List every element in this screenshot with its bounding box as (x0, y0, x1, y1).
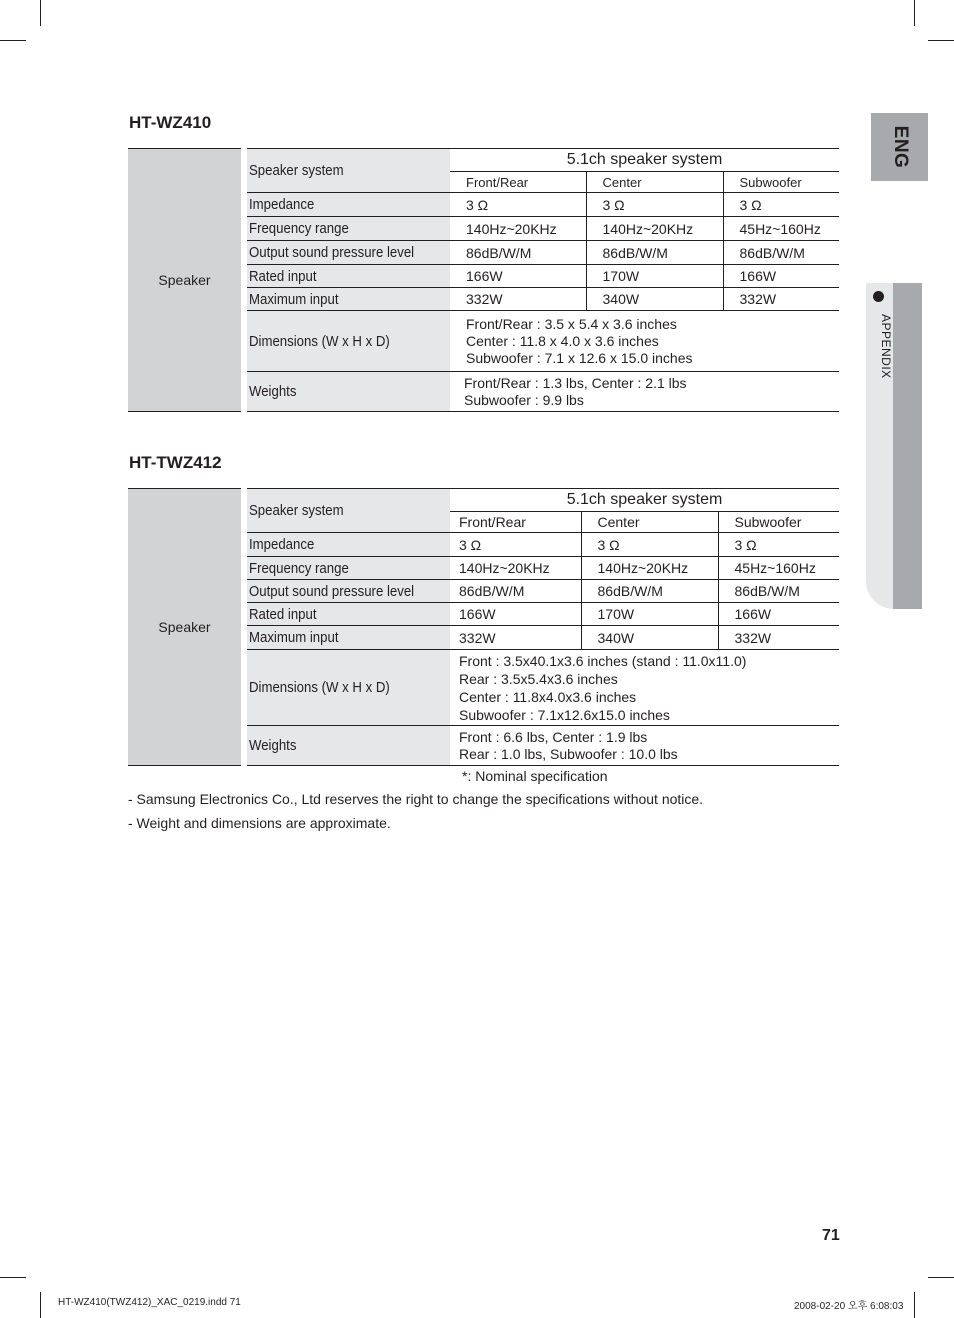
column-header: Subwoofer (723, 172, 839, 193)
page-number: 71 (822, 1227, 840, 1244)
crop-mark (914, 0, 915, 26)
spec-value: 86dB/W/M (450, 580, 581, 603)
dimensions-line: Front/Rear : 3.5 x 5.4 x 3.6 inches (466, 315, 677, 332)
weights-value (450, 726, 839, 766)
footer-filename: HT-WZ410(TWZ412)_XAC_0219.indd 71 (58, 1297, 241, 1308)
section-tab-label: APPENDIX (879, 314, 893, 379)
spec-label: Speaker system (244, 149, 450, 193)
spec-value: 3 Ω (450, 533, 581, 557)
dimensions-value (450, 650, 839, 726)
spec-value: 3 Ω (450, 193, 586, 217)
crop-mark (928, 1277, 954, 1278)
spec-value: 86dB/W/M (718, 580, 839, 603)
spec-value: 45Hz~160Hz (718, 557, 839, 580)
weights-value (450, 372, 839, 412)
speaker-system-value: 5.1ch speaker system (450, 149, 839, 172)
spec-value: 166W (718, 603, 839, 626)
spec-value: 3 Ω (581, 533, 718, 557)
column-header: Subwoofer (718, 512, 839, 533)
spec-table-1 (128, 148, 839, 412)
column-header: Center (586, 172, 723, 193)
spec-value: 340W (581, 626, 718, 650)
dimensions-line: Subwoofer : 7.1 x 12.6 x 15.0 inches (466, 349, 693, 366)
spec-label: Weights (244, 726, 450, 766)
model-title-2: HT-TWZ412 (129, 453, 222, 472)
dimensions-line: Rear : 3.5x5.4x3.6 inches (459, 670, 618, 687)
dimensions-line: Front : 3.5x40.1x3.6 inches (stand : 11.0x11.0) (459, 652, 747, 669)
spec-label: Output sound pressure level (244, 580, 450, 603)
speaker-system-value: 5.1ch speaker system (450, 489, 839, 512)
category-cell: Speaker (128, 489, 244, 766)
spec-value: 332W (450, 626, 581, 650)
footer-timestamp: 2008-02-20 오후 6:08:03 (794, 1301, 904, 1312)
spec-label: Impedance (244, 193, 450, 217)
language-tab (871, 113, 928, 181)
column-header: Front/Rear (450, 512, 581, 533)
spec-label: Impedance (244, 533, 450, 557)
weights-line: Front/Rear : 1.3 lbs, Center : 2.1 lbs (464, 374, 687, 391)
spec-value: 3 Ω (718, 533, 839, 557)
spec-value: 166W (723, 265, 839, 288)
column-header: Center (581, 512, 718, 533)
nominal-note: *: Nominal specification (462, 768, 608, 784)
crop-mark (0, 1277, 26, 1278)
column-header: Front/Rear (450, 172, 586, 193)
section-tab-bar (893, 283, 922, 609)
spec-label: Frequency range (244, 557, 450, 580)
spec-table-2 (128, 488, 839, 766)
crop-mark (928, 40, 954, 41)
disclaimer-note: - Samsung Electronics Co., Ltd reserves the right to change the specifications without notice. (128, 791, 704, 807)
spec-value: 170W (586, 265, 723, 288)
spec-value: 86dB/W/M (723, 241, 839, 265)
crop-mark (40, 0, 41, 26)
spec-value: 332W (450, 288, 586, 311)
spec-label: Frequency range (244, 217, 450, 241)
spec-value: 140Hz~20KHz (450, 557, 581, 580)
dimensions-line: Center : 11.8x4.0x3.6 inches (459, 688, 637, 705)
weights-line: Subwoofer : 9.9 lbs (464, 391, 584, 408)
spec-value: 166W (450, 265, 586, 288)
spec-label: Speaker system (244, 489, 450, 533)
category-cell: Speaker (128, 149, 244, 412)
spec-value: 140Hz~20KHz (450, 217, 586, 241)
spec-value: 340W (586, 288, 723, 311)
spec-label: Maximum input (244, 288, 450, 311)
spec-value: 140Hz~20KHz (586, 217, 723, 241)
approximate-note: - Weight and dimensions are approximate. (128, 815, 391, 831)
spec-value: 86dB/W/M (450, 241, 586, 265)
spec-label: Maximum input (244, 626, 450, 650)
spec-label: Dimensions (W x H x D) (244, 311, 450, 372)
spec-label: Dimensions (W x H x D) (244, 650, 450, 726)
spec-label: Rated input (244, 603, 450, 626)
spec-value: 86dB/W/M (581, 580, 718, 603)
spec-value: 332W (723, 288, 839, 311)
weights-line: Rear : 1.0 lbs, Subwoofer : 10.0 lbs (459, 745, 678, 762)
section-bullet-icon (873, 291, 884, 302)
spec-label: Rated input (244, 265, 450, 288)
crop-mark (0, 40, 26, 41)
dimensions-line: Subwoofer : 7.1x12.6x15.0 inches (459, 706, 670, 723)
spec-value: 45Hz~160Hz (723, 217, 839, 241)
spec-value: 170W (581, 603, 718, 626)
spec-value: 332W (718, 626, 839, 650)
dimensions-value (450, 311, 839, 372)
crop-mark (914, 1292, 915, 1318)
dimensions-line: Center : 11.8 x 4.0 x 3.6 inches (466, 332, 659, 349)
spec-value: 140Hz~20KHz (581, 557, 718, 580)
spec-label: Output sound pressure level (244, 241, 450, 265)
spec-label: Weights (244, 372, 450, 412)
weights-line: Front : 6.6 lbs, Center : 1.9 lbs (459, 728, 648, 745)
crop-mark (40, 1292, 41, 1318)
spec-value: 166W (450, 603, 581, 626)
spec-value: 86dB/W/M (586, 241, 723, 265)
spec-value: 3 Ω (723, 193, 839, 217)
language-tab-label: ENG (889, 125, 911, 169)
spec-value: 3 Ω (586, 193, 723, 217)
model-title-1: HT-WZ410 (129, 113, 212, 132)
